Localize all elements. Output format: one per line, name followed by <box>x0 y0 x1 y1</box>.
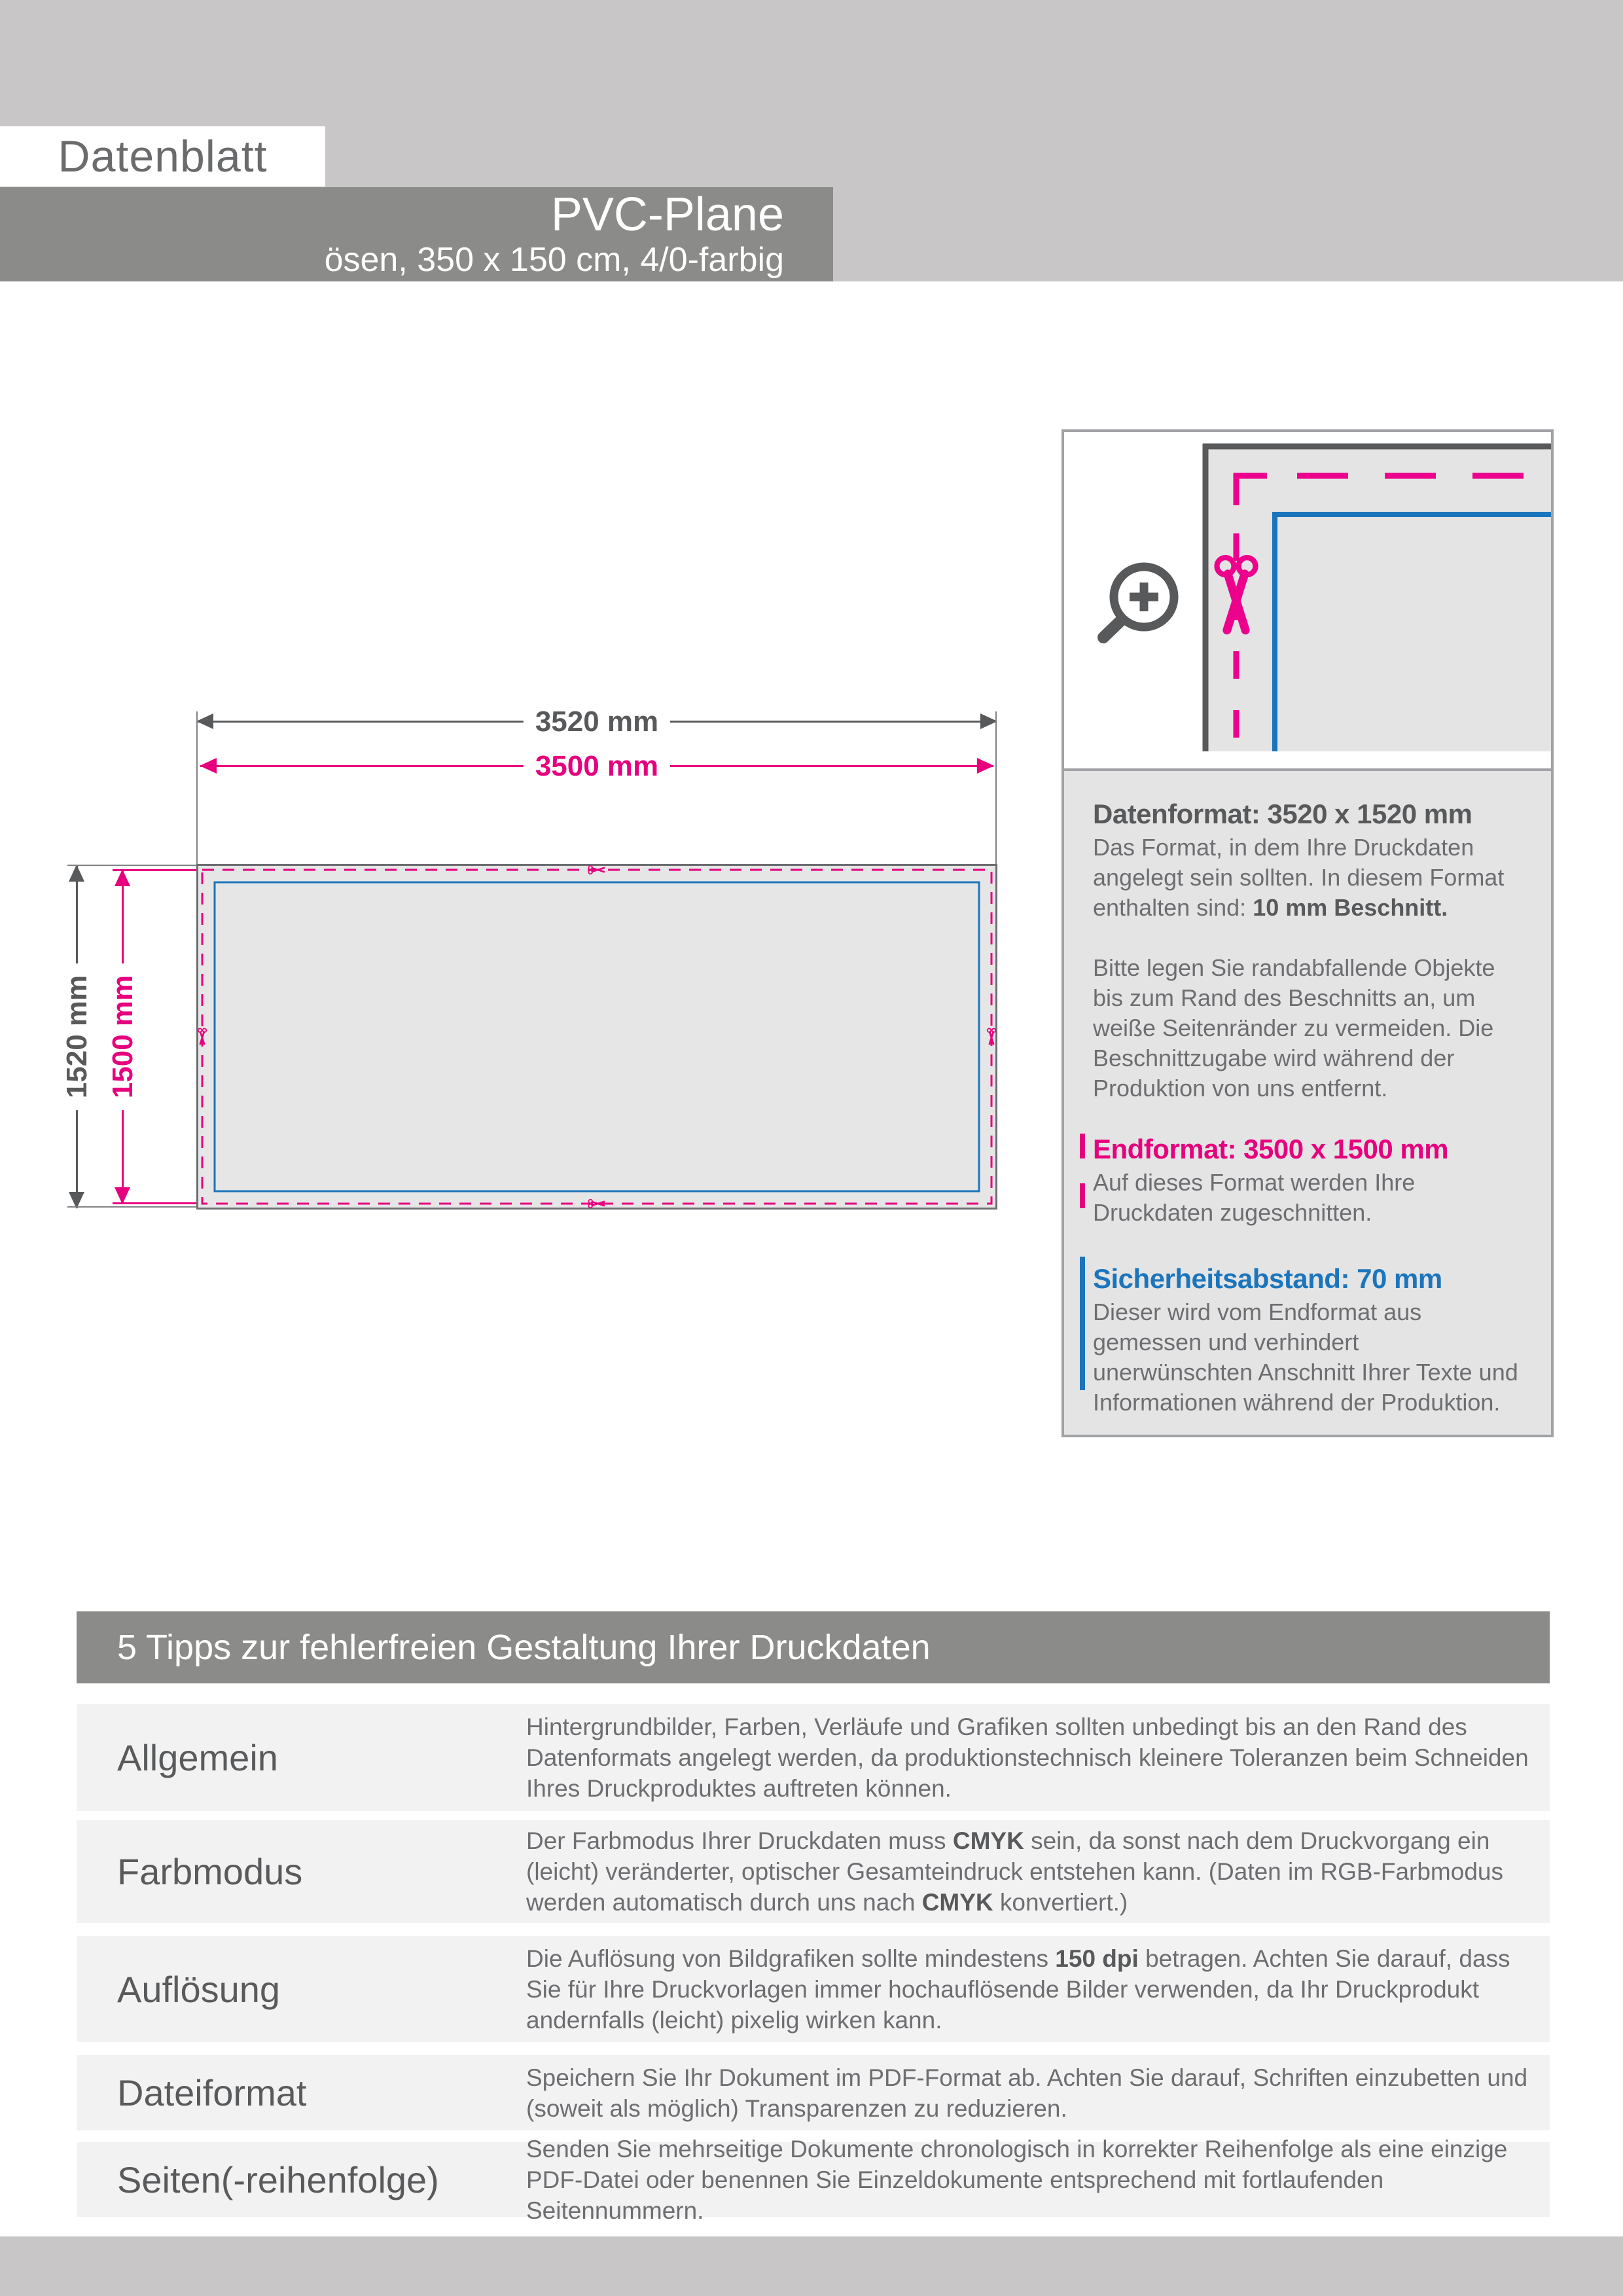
tip-label: Dateiformat <box>117 2072 307 2113</box>
zoom-in-icon <box>1103 567 1174 637</box>
tip-row-farbmodus <box>77 1820 1550 1923</box>
extension-line <box>995 711 997 865</box>
tip-text: Speichern Sie Ihr Dokument im PDF-Format ab. Achten Sie darauf, Schriften einzubetten und (soweit als möglich) Transparenzen zu reduzieren. <box>526 2064 1528 2122</box>
tip-row-dateiformat <box>77 2055 1550 2130</box>
zoom-detail-drawing <box>1064 432 1551 768</box>
tip-row-allgemein <box>77 1704 1550 1811</box>
tip-text: Die Auflösung von Bildgrafiken sollte mindestens 150 dpi betragen. Achten Sie darauf, dass Sie für Ihre Druckvorlagen immer hochauflösende Bilder verwenden, da Ihr Druckprodukt andernfalls (leicht) pixelig wirken kann. <box>526 1945 1510 2034</box>
sheet-title-box <box>0 126 325 187</box>
arrow-left-icon <box>200 758 217 774</box>
tip-text: Senden Sie mehrseitige Dokumente chronologisch in korrekter Reihenfolge als eine einzige PDF-Datei oder benennen Sie Einzeldokumente entsprechend mit fortlaufenden Seitennummern. <box>526 2135 1508 2224</box>
safety-accent-bar <box>1080 1257 1085 1390</box>
tip-text: Der Farbmodus Ihrer Druckdaten muss CMYK sein, da sonst nach dem Druckvorgang ein (leicht) veränderter, optischer Gesamteindruck entstehen kann. (Daten im RGB-Farbmodus werden automatisch durch uns nach CMYK konvertiert.) <box>526 1827 1503 1916</box>
extension-line <box>67 865 197 866</box>
zoom-detail-box <box>1061 429 1554 771</box>
datenformat-rect <box>198 865 997 1209</box>
tip-text: Hintergrundbilder, Farben, Verläufe und Grafiken sollten unbedingt bis an den Rand des Datenformats angelegt werden, da produktionstechnisch kleinere Toleranzen beim Schneiden Ihres Druckproduktes auftreten können. <box>526 1713 1529 1802</box>
tip-row-aufloesung <box>77 1936 1550 2042</box>
sicherheitsabstand-body: Dieser wird vom Endformat aus gemessen und verhindert unerwünschten Anschnitt Ihrer Texte und Informationen während der Produktion. <box>1093 1299 1518 1416</box>
product-bar <box>0 187 833 281</box>
datenformat-note: Bitte legen Sie randabfallende Objekte bis zum Rand des Beschnitts an, um weiße Seitenränder zu vermeiden. Die Beschnittzugabe wird während der Produktion von uns entfernt. <box>1093 954 1495 1102</box>
format-info-panel <box>1061 771 1554 1437</box>
arrow-up-icon <box>69 865 84 882</box>
extension-line <box>67 1206 197 1208</box>
tip-label: Allgemein <box>117 1736 278 1778</box>
endformat-body: Auf dieses Format werden Ihre Druckdaten zugeschnitten. <box>1093 1169 1416 1226</box>
dimension-label-height-outer: 1520 mm <box>61 963 94 1110</box>
datenformat-heading: Datenformat: 3520 x 1520 mm <box>1093 798 1472 829</box>
tip-label: Seiten(-reihenfolge) <box>117 2159 439 2200</box>
arrow-up-icon <box>115 869 130 886</box>
format-diagram <box>196 864 997 1211</box>
dimension-label-width-inner: 3500 mm <box>524 750 670 783</box>
datenformat-body: Das Format, in dem Ihre Druckdaten angelegt sein sollten. In diesem Format enthalten sind: 10 mm Beschnitt. <box>1093 834 1505 921</box>
dimension-label-height-inner: 1500 mm <box>107 963 139 1110</box>
tips-header-bar <box>77 1611 1550 1683</box>
dimension-line-width-inner <box>200 749 993 782</box>
arrow-right-icon <box>977 758 994 774</box>
tip-label: Auflösung <box>117 1968 281 2010</box>
endformat-heading: Endformat: 3500 x 1500 mm <box>1093 1134 1449 1164</box>
extension-line <box>113 1202 200 1204</box>
extension-line <box>113 869 200 871</box>
footer-band <box>0 2236 1623 2296</box>
sheet-area <box>1203 444 1551 751</box>
sicherheitsabstand-heading: Sicherheitsabstand: 70 mm <box>1093 1263 1442 1294</box>
tips-heading: 5 Tipps zur fehlerfreien Gestaltung Ihrer Druckdaten <box>117 1628 931 1667</box>
extension-line <box>196 711 198 865</box>
product-spec: ösen, 350 x 150 cm, 4/0-farbig <box>324 241 784 279</box>
dimension-line-height-inner <box>106 870 139 1204</box>
arrow-left-icon <box>196 713 213 729</box>
sheet-title: Datenblatt <box>58 132 268 181</box>
endformat-accent-bar <box>1080 1134 1085 1212</box>
tip-label: Farbmodus <box>117 1851 303 1892</box>
dimension-line-height-outer <box>60 865 93 1208</box>
tip-row-seitenreihenfolge <box>77 2135 1550 2224</box>
dimension-line-width-outer <box>197 705 997 738</box>
dimension-label-width-outer: 3520 mm <box>524 706 670 738</box>
product-name: PVC-Plane <box>550 188 784 241</box>
